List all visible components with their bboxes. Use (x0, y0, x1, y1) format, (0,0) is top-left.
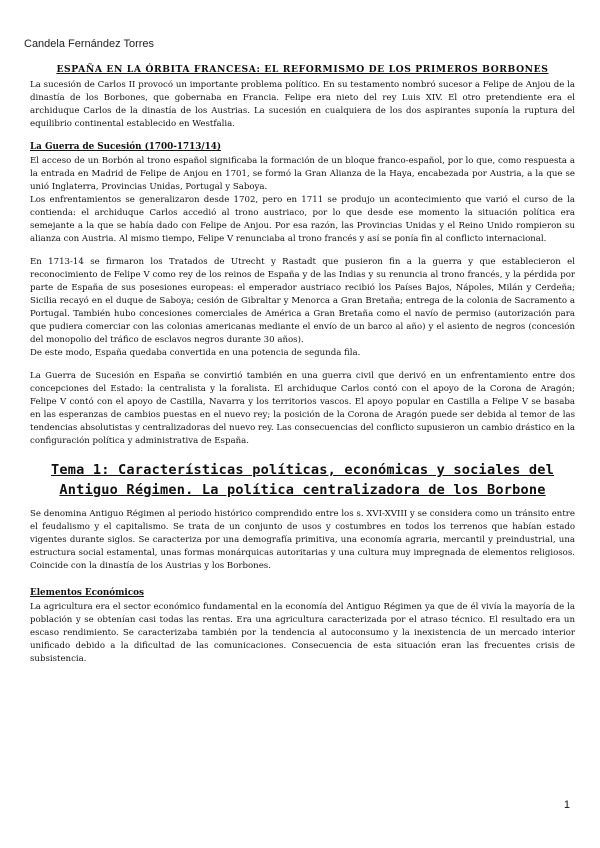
paragraph-guerra-civil: La Guerra de Sucesión en España se convirtió también en una guerra civil que derivó en un enfrentamiento entre dos concepciones del Estado: la centralista y la foralista. El archiduque Carlos contó con el apoyo de la Corona de Aragón; Felipe V contó con el apoyo de Castilla, Navarra y los territorios vascos. El apoyo popular en Castilla a Felipe V se basaba en las esperanzas de cambios puestas en el nuevo rey; la posición de la Corona de Aragón puede ser debida al temor de las tendencias absolutistas y centralizadoras del nuevo rey. Las consecuencias del conflicto supusieron un cambio drástico en la configuración política y administrativa de España. (30, 371, 575, 446)
paragraph-agricultura: La agricultura era el sector económico fundamental en la economía del Antiguo Régimen ya que de él vivía la mayoría de la población y se obtenían casi todas las rentas. Era una agricultura caracterizada por el atraso técnico. El resultado era un escaso rendimiento. Se caracterizaba también por la tendencia al autoconsumo y la inexistencia de un mercado interior unificado debido a la dificultad de las comunicaciones. Consecuencia de esta situación eran las frecuentes crisis de subsistencia. (30, 602, 575, 664)
page-number: 1 (563, 799, 570, 811)
tema-title: Tema 1: Características políticas, económicas y sociales del Antiguo Régimen. La política centralizadora de los Borbone (50, 462, 555, 498)
paragraph-bloque-franco-espanol: El acceso de un Borbón al trono español significaba la formación de un bloque franco-español, por lo que, como respuesta a la entrada en Madrid de Felipe de Anjou en 1701, se formó la Gran Alianza de la Haya, encabezada por Austria, a la que se unió Inglaterra, Provincias Unidas, Portugal y Saboya. (30, 156, 575, 192)
paragraph-succession-intro: La sucesión de Carlos II provocó un importante problema político. En su testamento nombró sucesor a Felipe de Anjou de la dinastía de los Borbones, que gobernaba en Francia. Felipe era nieto del rey Luis XIV. El otro pretendiente era el archiduque Carlos de la dinastía de los Austrias. La sucesión en cualquiera de los dos aspirantes suponía la ruptura del equilibrio continental establecido en Westfalia. (30, 80, 575, 129)
paragraph-potencia-segunda-fila: De este modo, España quedaba convertida en una potencia de segunda fila. (30, 348, 361, 358)
paragraph-tratados-utrecht: En 1713-14 se firmaron los Tratados de Utrecht y Rastadt que pusieron fin a la guerra y que establecieron el reconocimiento de Felipe V como rey de los reinos de España y de las Indias y su renuncia al trono francés, y la pérdida por parte de España de sus posesiones europeas: el emperador austriaco recibió los Países Bajos, Nápoles, Milán y Cerdeña; Sicilia recayó en el duque de Saboya; cesión de Gibraltar y Menorca a Gran Bretaña; entrega de la colonia de Sacramento a Portugal. También hubo concesiones comerciales de América a Gran Bretaña como el navío de permiso (autorización para que pudiera comerciar con las colonias americanas mediante el envío de un barco al año) y el asiento de negros (concesión del monopolio del tráfico de esclavos negros durante 30 años). (30, 257, 575, 345)
section-title-borbones: ESPAÑA EN LA ÓRBITA FRANCESA: EL REFORMISMO DE LOS PRIMEROS BORBONES (56, 64, 549, 75)
paragraph-enfrentamientos: Los enfrentamientos se generalizaron desde 1702, pero en 1711 se produjo un acontecimiento que varió el curso de la contienda: el archiduque Carlos accedió al trono austriaco, por lo que desde ese momento la situación política era semejante a la que se había dado con Felipe de Anjou. Por esa razón, las Provincias Unidas y el Reino Unido rompieron su alianza con Austria. Al mismo tiempo, Felipe V renunciaba al trono francés y así se ponía fin al conflicto internacional. (30, 195, 575, 244)
author-name: Candela Fernández Torres (24, 38, 155, 50)
section-title-guerra-sucesion: La Guerra de Sucesión (1700-1713/14) (30, 142, 222, 152)
document-body (30, 64, 575, 666)
section-title-elementos-economicos: Elementos Económicos (30, 588, 144, 598)
paragraph-antiguo-regimen: Se denomina Antiguo Régimen al periodo histórico comprendido entre los s. XVI-XVIII y se considera como un tránsito entre el feudalismo y el capitalismo. Se trata de un conjunto de usos y costumbres en todos los terrenos que habían estado vigentes durante siglos. Se caracteriza por una demografía primitiva, una economía agraria, mercantil y preindustrial, una estructura social estamental, unas formas monárquicas autoritarias y una cultura muy impregnada de elementos religiosos. Coincide con la dinastía de los Austrias y los Borbones. (30, 509, 575, 571)
